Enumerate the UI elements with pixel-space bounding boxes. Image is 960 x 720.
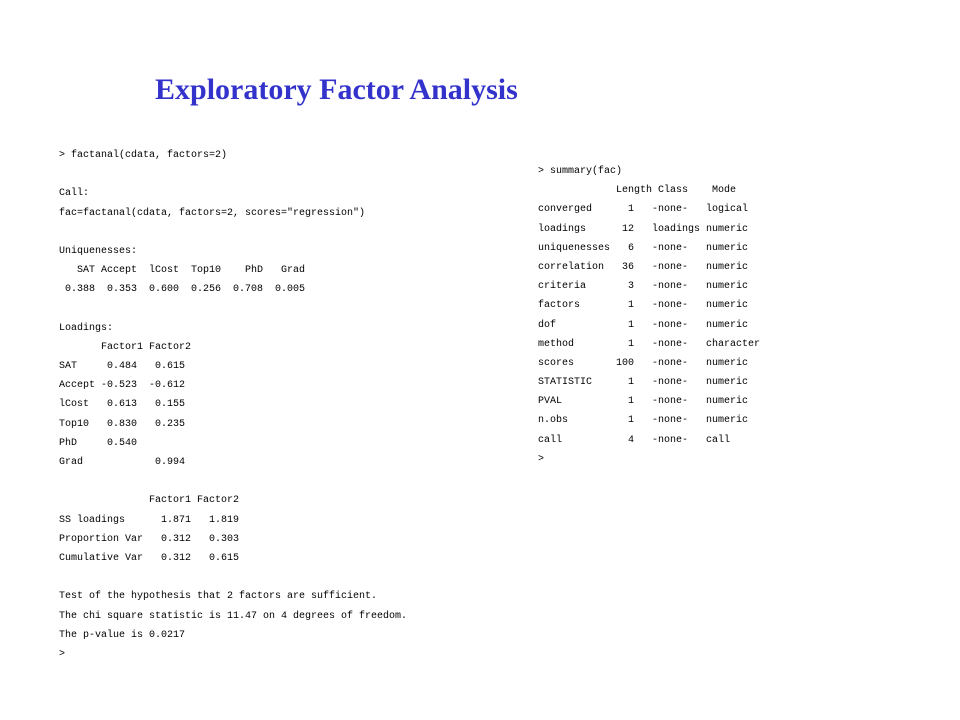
- console-line: criteria 3 -none- numeric: [538, 281, 749, 293]
- console-line: Accept -0.523 -0.612: [59, 380, 186, 392]
- summary-output: [538, 162, 938, 469]
- console-line: [59, 472, 499, 491]
- console-line: STATISTIC 1 -none- numeric: [538, 377, 749, 389]
- console-line: call 4 -none- call: [538, 434, 731, 446]
- console-line: >: [538, 453, 545, 465]
- console-line: PhD 0.540: [59, 437, 138, 449]
- console-line: [59, 568, 499, 587]
- console-line: Top10 0.830 0.235: [59, 418, 186, 430]
- console-line: SAT Accept lCost Top10 PhD Grad: [59, 265, 306, 277]
- console-line: Length Class Mode: [538, 185, 737, 197]
- console-line: [59, 223, 499, 242]
- console-line: method 1 -none- character: [538, 338, 761, 350]
- console-line: The p-value is 0.0217: [59, 629, 186, 641]
- console-line: SAT 0.484 0.615: [59, 361, 186, 373]
- console-line: Factor1 Factor2: [59, 341, 192, 353]
- slide-title: Exploratory Factor Analysis: [155, 73, 518, 106]
- console-line: Loadings:: [59, 322, 114, 334]
- console-line: n.obs 1 -none- numeric: [538, 415, 749, 427]
- console-line: Proportion Var 0.312 0.303: [59, 533, 240, 545]
- console-line: factors 1 -none- numeric: [538, 300, 749, 312]
- console-line: converged 1 -none- logical: [538, 204, 749, 216]
- console-line: uniquenesses 6 -none- numeric: [538, 242, 749, 254]
- console-line: Cumulative Var 0.312 0.615: [59, 552, 240, 564]
- console-line: >: [59, 648, 66, 660]
- console-line: 0.388 0.353 0.600 0.256 0.708 0.005: [59, 284, 306, 296]
- console-line: [59, 300, 499, 319]
- console-line: > summary(fac): [538, 166, 623, 177]
- console-line: loadings 12 loadings numeric: [538, 223, 749, 235]
- console-line: lCost 0.613 0.155: [59, 399, 186, 411]
- console-line: dof 1 -none- numeric: [538, 319, 749, 331]
- console-line: fac=factanal(cdata, factors=2, scores="regression"): [59, 207, 366, 219]
- factanal-output: [59, 146, 499, 664]
- console-line: SS loadings 1.871 1.819: [59, 514, 240, 526]
- console-line: Grad 0.994: [59, 457, 186, 468]
- console-line: [59, 165, 499, 184]
- console-line: PVAL 1 -none- numeric: [538, 396, 749, 408]
- console-line: scores 100 -none- numeric: [538, 357, 749, 369]
- console-line: The chi square statistic is 11.47 on 4 degrees of freedom.: [59, 610, 408, 622]
- console-line: Call:: [59, 188, 90, 200]
- console-line: Factor1 Factor2: [59, 495, 240, 507]
- console-line: correlation 36 -none- numeric: [538, 261, 749, 273]
- console-line: Uniquenesses:: [59, 245, 138, 257]
- console-line: > factanal(cdata, factors=2): [59, 150, 228, 161]
- console-line: Test of the hypothesis that 2 factors are sufficient.: [59, 591, 378, 603]
